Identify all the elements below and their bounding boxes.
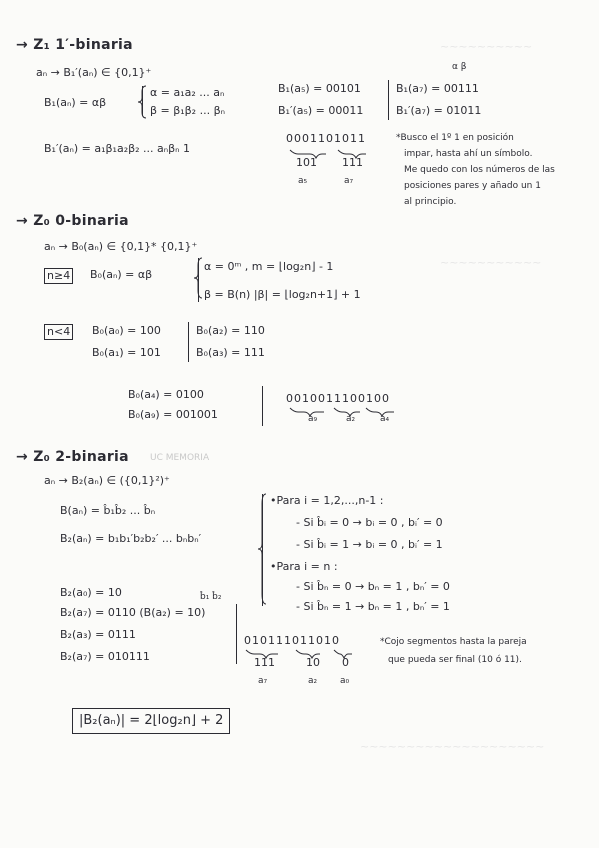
s1-bn: B₁(aₙ) = αβ (44, 96, 107, 109)
s1-note-line-2: impar, hasta ahí un símbolo. (404, 149, 533, 159)
s3-example-2: B₂(a₇) = 0110 (B(a₂) = 10) (60, 606, 206, 619)
s3-note-line-1: *Cojo segmentos hasta la pareja (380, 637, 527, 647)
s3-group-1-label: a₇ (258, 676, 268, 686)
s1-divider (388, 80, 389, 120)
s2-divider (262, 386, 263, 426)
s3-group-3-label: a₀ (340, 676, 350, 686)
s2-beta: β = B(n) |β| = ⌊log₂n+1⌋ + 1 (204, 288, 361, 301)
s1-note-line-5: al principio. (404, 197, 457, 207)
s2-definition: aₙ → B₀(aₙ) ∈ {0,1}* {0,1}⁺ (44, 240, 198, 253)
s1-sequence: 0001101011 (286, 132, 366, 145)
s3-rule-4: •Para i = n : (270, 560, 338, 573)
s2-divider-small (188, 322, 189, 362)
s3-rule-5: - Si b̂ₙ = 0 → bₙ = 1 , bₙ′ = 0 (296, 580, 450, 593)
s1-alpha: α = a₁a₂ ... aₙ (150, 86, 225, 99)
s1-bprime: B₁′(aₙ) = a₁β₁a₂β₂ ... aₙβₙ 1 (44, 142, 191, 155)
s3-rule-6: - Si b̂ₙ = 1 → bₙ = 1 , bₙ′ = 1 (296, 600, 450, 613)
s3-group-1: 111 (254, 656, 275, 669)
s2-example-1: B₀(a₀) = 100 (92, 324, 161, 337)
bleed-through-text: ~~~~~~~~~~~~~~~~~~~~ (360, 740, 545, 753)
s2-example-6: B₀(a₉) = 001001 (128, 408, 218, 421)
s3-example-3: B₂(a₃) = 0111 (60, 628, 136, 641)
s3-group-2: 10 (306, 656, 320, 669)
s1-example-3: B₁(a₇) = 00111 (396, 82, 479, 95)
s1-definition: aₙ → B₁′(aₙ) ∈ {0,1}⁺ (36, 66, 152, 79)
s1-example-1: B₁(a₅) = 00101 (278, 82, 361, 95)
s3-rules-brace (262, 494, 263, 606)
s3-length-formula: |B₂(aₙ)| = 2⌊log₂n⌋ + 2 (72, 708, 230, 734)
s1-group-2: 111 (342, 156, 363, 169)
s2-example-2: B₀(a₂) = 110 (196, 324, 265, 337)
s2-condition2-box: n<4 (44, 324, 73, 340)
s2-alpha: α = 0ᵐ , m = ⌊log₂n⌋ - 1 (204, 260, 334, 273)
s1-group-1: 101 (296, 156, 317, 169)
s3-rule-2: - Si b̂ᵢ = 0 → bᵢ = 0 , bᵢ′ = 0 (296, 516, 443, 529)
s3-definition: aₙ → B₂(aₙ) ∈ ({0,1}²)⁺ (44, 474, 170, 487)
s2-sequence: 0010011100100 (286, 392, 390, 405)
s1-note-line-1: *Busco el 1º 1 en posición (396, 133, 514, 143)
s3-example-2-annotation: b̂₁ b̂₂ (200, 592, 222, 602)
s1-example-4: B₁′(a₇) = 01011 (396, 104, 482, 117)
s1-group-2-label: a₇ (344, 176, 354, 186)
s3-example-4: B₂(a₇) = 010111 (60, 650, 150, 663)
s3-group-3: 0 (342, 656, 349, 669)
s3-bn: B(aₙ) = b̂₁b̂₂ ... b̂ₙ (60, 504, 156, 517)
s1-example-2: B₁′(a₅) = 00011 (278, 104, 364, 117)
s3-rule-3: - Si b̂ᵢ = 1 → bᵢ = 0 , bᵢ′ = 1 (296, 538, 443, 551)
s2-example-3: B₀(a₁) = 101 (92, 346, 161, 359)
s1-group-1-label: a₅ (298, 176, 308, 186)
s2-example-5: B₀(a₄) = 0100 (128, 388, 204, 401)
s3-group-2-label: a₂ (308, 676, 318, 686)
s2-underbrace-1 (290, 408, 324, 416)
s2-bn: B₀(aₙ) = αβ (90, 268, 153, 281)
s3-sequence: 010111011010 (244, 634, 340, 647)
s1-note-line-4: posiciones pares y añado un 1 (404, 181, 541, 191)
s2-sub-1: a₉ (308, 414, 318, 424)
s1-beta: β = β₁β₂ ... βₙ (150, 104, 225, 117)
s3-b2: B₂(aₙ) = b₁b₁′b₂b₂′ ... bₙbₙ′ (60, 532, 202, 545)
s3-example-1: B₂(a₀) = 10 (60, 586, 122, 599)
s3-divider (236, 604, 237, 664)
s3-rule-1: •Para i = 1,2,...,n-1 : (270, 494, 384, 507)
bleed-through-text: ~~~~~~~~~~ (440, 40, 533, 53)
s1-note-line-3: Me quedo con los números de las (404, 165, 555, 175)
s1-alpha-beta-labels: α β (452, 62, 467, 72)
s2-example-4: B₀(a₃) = 111 (196, 346, 265, 359)
s2-sub-2: a₂ (346, 414, 356, 424)
section-heading-2-binaria: → Z₀ 2-binaria (16, 449, 129, 465)
s1-brace (142, 86, 143, 116)
s3-note-line-2: que pueda ser final (10 ó 11). (388, 655, 522, 665)
section-heading-0-binaria: → Z₀ 0-binaria (16, 213, 129, 229)
s2-sub-3: a₄ (380, 414, 390, 424)
s2-condition-box: n≥4 (44, 268, 73, 284)
bleed-through-text: ~~~~~~~~~~~ (440, 256, 542, 269)
s3-tag: UC MEMORIA (150, 453, 210, 463)
section-heading-1-binaria: → Z₁ 1′-binaria (16, 37, 133, 53)
s2-brace (198, 258, 199, 302)
